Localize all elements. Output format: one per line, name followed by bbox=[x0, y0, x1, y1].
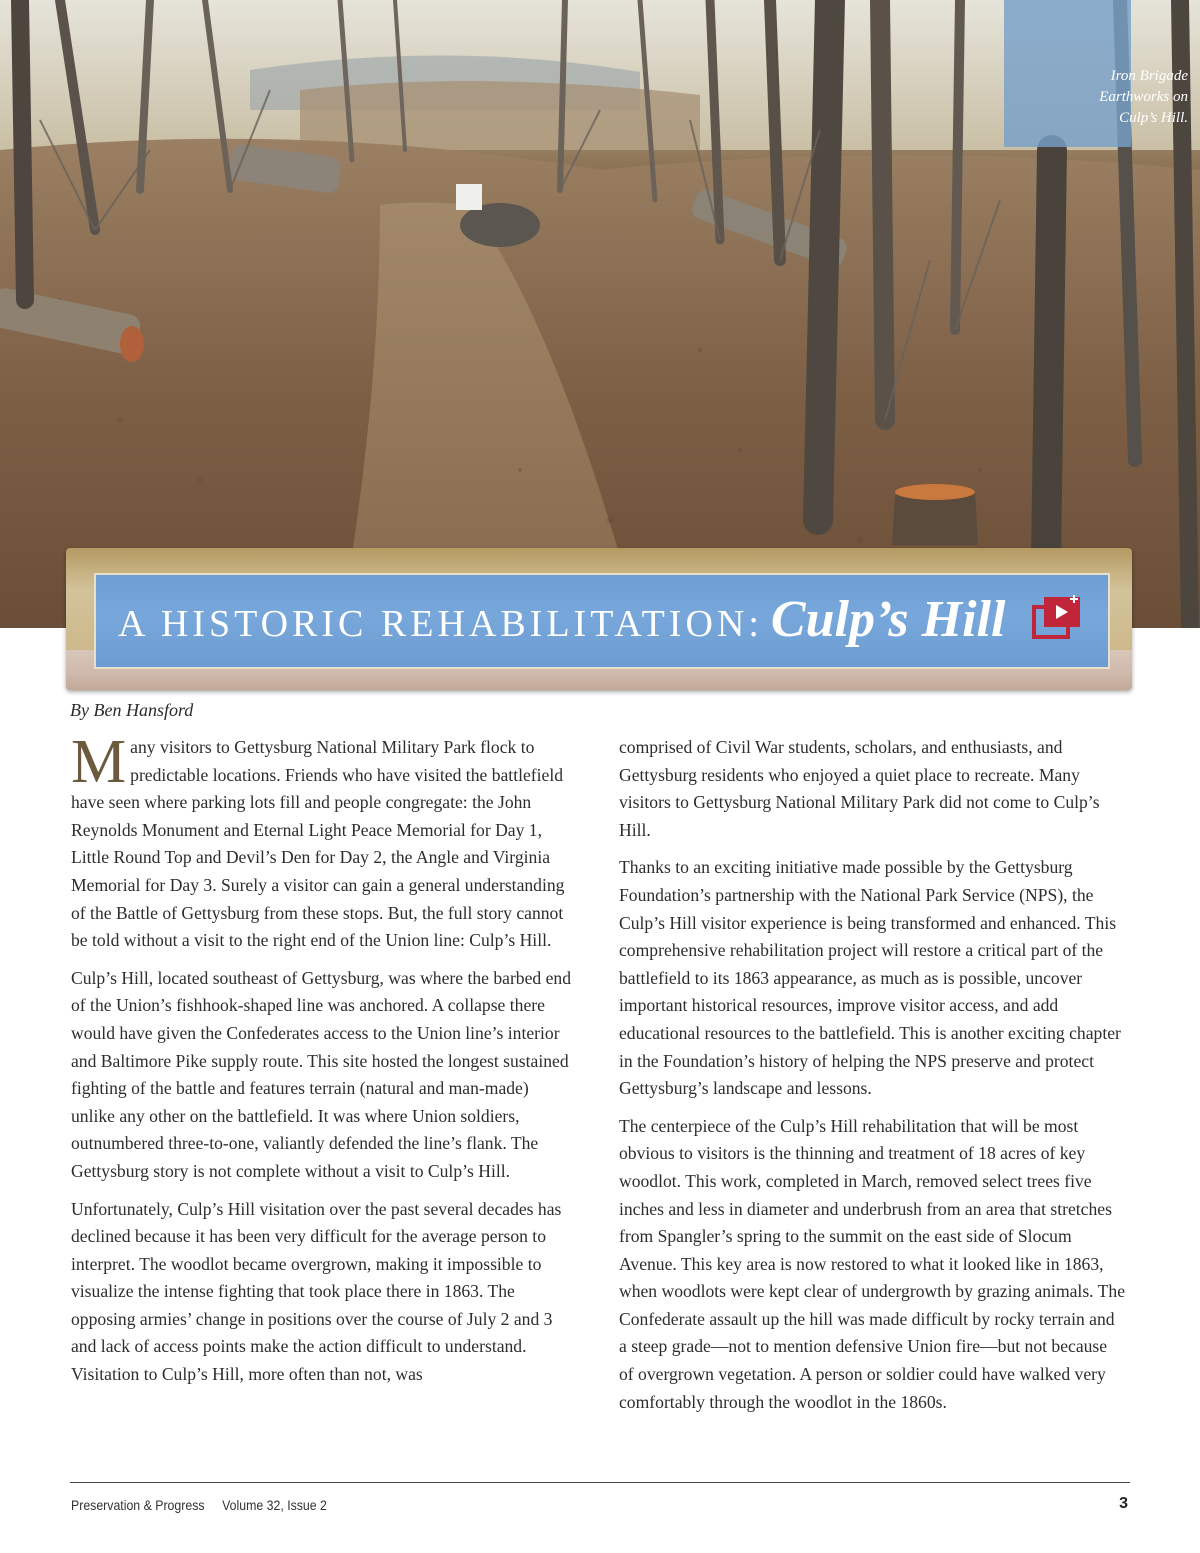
caption-line: Iron Brigade bbox=[1110, 68, 1188, 84]
article-column-right bbox=[619, 734, 1125, 1426]
tree-stump bbox=[892, 484, 978, 545]
article-paragraph: Thanks to an exciting initiative made possible by the Gettysburg Foundation’s partnership with the National Park Service (NPS), the Culp’s Hill visitor experience is being transformed and enhanced. This comprehensive rehabilitation project will restore a critical part of the battlefield to its 1863 appearance, as much as is possible, uncover important historical resources, improve visitor access, and add educational resources to the battlefield. This is another exciting chapter in the Foundation’s history of helping the NPS preserve and protect Gettysburg’s landscape and lessons. bbox=[619, 857, 1121, 1099]
media-gallery-icon[interactable] bbox=[1032, 593, 1084, 641]
caption-line: Culp’s Hill. bbox=[1119, 110, 1188, 126]
article-paragraph: Unfortunately, Culp’s Hill visitation over the past several decades has declined because it has been very difficult for the average person to interpret. The woodlot became overgrown, making it impossible to visualize the intense fighting that took place there in 1863. The opposing armies’ change in positions over the course of July 2 and 3 and lack of access points make the action difficult to understand. Visitation to Culp’s Hill, more often than not, was bbox=[71, 1198, 562, 1385]
page-number: 3 bbox=[1119, 1495, 1128, 1512]
drop-cap: M bbox=[71, 728, 127, 796]
article-paragraph: comprised of Civil War students, scholars, and enthusiasts, and Gettysburg residents who enjoyed a quiet place to recreate. Many visitors to Gettysburg National Military Park did not come to Culp’s Hill. bbox=[619, 737, 1100, 840]
footer-divider bbox=[70, 1482, 1130, 1483]
footer-publication-info bbox=[71, 1497, 327, 1513]
publication-name: Preservation & Progress bbox=[71, 1497, 205, 1513]
issue-info: Volume 32, Issue 2 bbox=[222, 1497, 327, 1513]
article-column-left bbox=[71, 728, 577, 1399]
article-paragraph: The centerpiece of the Culp’s Hill rehabilitation that will be most obvious to visitors is the thinning and treatment of 18 acres of key woodlot. This work, completed in March, removed select trees five inches and less in diameter and underbrush from an area that stretches from Spangler’s spring to the summit on the east side of Slocum Avenue. This key area is now restored to what it looked like in 1863, when woodlots were kept clear of undergrowth by grazing animals. The Confederate assault up the hill was made difficult by rocky terrain and a steep grade—not to mention defensive Union fire—but not because of overgrown vegetation. A person or soldier could have walked very comfortably through the woodlot in the 1860s. bbox=[619, 1115, 1126, 1412]
photo-caption bbox=[1070, 66, 1188, 129]
article-title bbox=[118, 590, 1005, 654]
article-title-prefix: A HISTORIC REHABILITATION: bbox=[118, 603, 763, 645]
byline: By Ben Hansford bbox=[70, 700, 194, 720]
article-title-main: Culp’s Hill bbox=[770, 591, 1006, 648]
paragraph-text: any visitors to Gettysburg National Military Park flock to predictable locations. Friends who have visited the battlefield have seen where parking lots fill and people congregate: the John Reynolds Monument and Eternal Light Peace Memorial for Day 1, Little Round Top and Devil’s Den for Day 2, the Angle and Virginia Memorial for Day 3. Surely a visitor can gain a general understanding of the Battle of Gettysburg from these stops. But, the full story cannot be told without a visit to the right end of the Union line: Culp’s Hill. bbox=[71, 737, 565, 951]
caption-line: Earthworks on bbox=[1099, 89, 1188, 105]
hero-photo bbox=[0, 0, 1200, 628]
article-paragraph: Culp’s Hill, located southeast of Gettysburg, was where the barbed end of the Union’s fishhook-shaped line was anchored. A collapse there would have given the Confederates access to the Union line’s interior and Baltimore Pike supply route. This site hosted the longest sustained fighting of the battle and features terrain (natural and man-made) unlike any other on the battlefield. It was where Union soldiers, outnumbered three-to-one, valiantly defended the line’s flank. The Gettysburg story is not complete without a visit to Culp’s Hill. bbox=[71, 967, 572, 1181]
article-paragraph bbox=[71, 728, 577, 955]
